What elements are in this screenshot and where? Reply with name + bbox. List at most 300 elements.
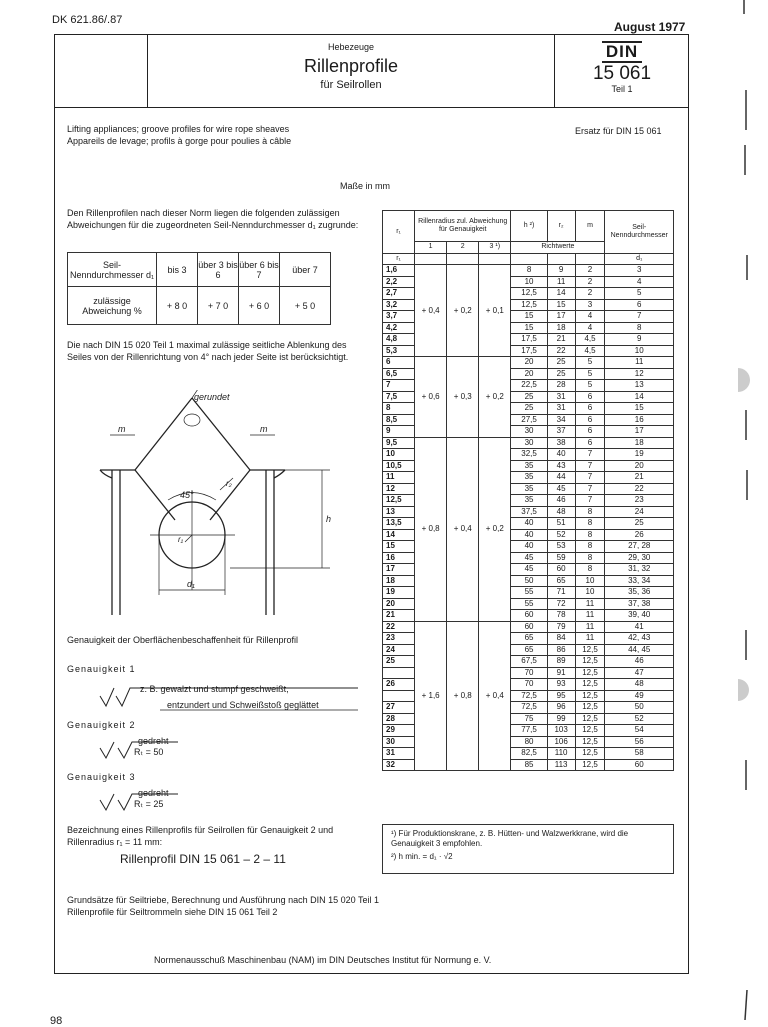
cell-r2: 43 [547, 460, 575, 472]
cell-r2: 71 [547, 587, 575, 599]
din-logo: DIN [602, 41, 642, 63]
cell-r1: 24 [383, 644, 415, 656]
subheader-empty [511, 253, 547, 265]
cell-r1: 20 [383, 598, 415, 610]
footnote-2: ²) h min. = d₁ · √2 [391, 852, 453, 861]
din-part: Teil 1 [611, 84, 633, 94]
cell-m: 11 [575, 610, 605, 622]
header-g3: 3 ¹) [479, 242, 511, 254]
surface-symbol-3 [98, 792, 188, 816]
cell-r1: 12 [383, 483, 415, 495]
cell-r1: 27 [383, 702, 415, 714]
deviation-cell: über 3 bis 6 [198, 253, 239, 287]
cell-r1: 4,8 [383, 334, 415, 346]
header-seil: Seil-Nenndurchmesser [605, 211, 674, 254]
cell-h: 35 [511, 495, 547, 507]
cell-m: 2 [575, 288, 605, 300]
label-m-left: m [118, 424, 126, 434]
cell-h: 40 [511, 541, 547, 553]
cell-m: 11 [575, 621, 605, 633]
cell-h: 65 [511, 644, 547, 656]
cell-d1: 19 [605, 449, 674, 461]
subheader-empty [415, 253, 447, 265]
cell-tolerance-g1: + 0,4 [415, 265, 447, 357]
cell-d1: 13 [605, 380, 674, 392]
cell-r1: 19 [383, 587, 415, 599]
cell-m: 5 [575, 380, 605, 392]
cell-r2: 84 [547, 633, 575, 645]
cell-h: 32,5 [511, 449, 547, 461]
references [67, 894, 379, 918]
cell-r1: 17 [383, 564, 415, 576]
subheader-r1: r₁ [383, 253, 415, 265]
cell-m: 3 [575, 299, 605, 311]
cell-d1: 48 [605, 679, 674, 691]
cell-m: 4 [575, 311, 605, 323]
cell-m: 7 [575, 472, 605, 484]
cell-r2: 51 [547, 518, 575, 530]
cell-r1: 22 [383, 621, 415, 633]
cell-r2: 72 [547, 598, 575, 610]
din-number: 15 061 [592, 63, 652, 84]
cell-h: 10 [511, 276, 547, 288]
deviation-cell: bis 3 [157, 253, 198, 287]
cell-r2: 25 [547, 357, 575, 369]
surface-symbol-2 [98, 740, 188, 764]
cell-r1: 13 [383, 506, 415, 518]
cell-r2: 78 [547, 610, 575, 622]
cell-h: 82,5 [511, 748, 547, 760]
cell-r1: 15 [383, 541, 415, 553]
cell-d1: 21 [605, 472, 674, 484]
footer-committee: Normenausschuß Maschinenbau (NAM) im DIN Deutsches Institut für Normung e. V. [154, 955, 492, 965]
cell-m: 7 [575, 449, 605, 461]
cell-tolerance-g2: + 0,8 [447, 621, 479, 771]
cell-r2: 110 [547, 748, 575, 760]
cell-tolerance-g1: + 0,8 [415, 437, 447, 621]
label-d1: d₁ [187, 579, 195, 589]
cell-m: 8 [575, 552, 605, 564]
accuracy-2-line1: gedreht [138, 736, 169, 746]
cell-r1: 9,5 [383, 437, 415, 449]
cell-r2: 28 [547, 380, 575, 392]
deviation-cell: + 6 0 [239, 287, 280, 325]
accuracy-1-label: Genauigkeit 1 [67, 664, 136, 674]
cell-d1: 8 [605, 322, 674, 334]
cell-h: 85 [511, 759, 547, 771]
cell-r1: 31 [383, 748, 415, 760]
cell-h: 50 [511, 575, 547, 587]
cell-d1: 56 [605, 736, 674, 748]
label-gerundet: gerundet [194, 392, 230, 402]
cell-r1: 18 [383, 575, 415, 587]
cell-h: 75 [511, 713, 547, 725]
surface-accuracy-title: Genauigkeit der Oberflächenbeschaffenheit für Rillenprofil [67, 635, 298, 645]
cell-m: 4,5 [575, 334, 605, 346]
reference-line: Rillenprofile für Seiltrommeln siehe DIN 15 061 Teil 2 [67, 907, 278, 917]
cell-h: 70 [511, 679, 547, 691]
cell-h: 45 [511, 552, 547, 564]
cell-r1: 3,2 [383, 299, 415, 311]
binding-edge [738, 0, 768, 1024]
cell-r1 [383, 690, 415, 702]
cell-h: 12,5 [511, 288, 547, 300]
cell-r1: 26 [383, 679, 415, 691]
cell-d1: 10 [605, 345, 674, 357]
cell-m: 11 [575, 633, 605, 645]
cell-d1: 5 [605, 288, 674, 300]
cell-m: 6 [575, 414, 605, 426]
page-subtitle: für Seilrollen [320, 79, 382, 91]
cell-r2: 95 [547, 690, 575, 702]
accuracy-1-line1: z. B. gewalzt und stumpf geschweißt, [140, 684, 289, 694]
cell-m: 6 [575, 426, 605, 438]
cell-m: 8 [575, 529, 605, 541]
cell-m: 6 [575, 391, 605, 403]
cell-r2: 59 [547, 552, 575, 564]
translations [67, 123, 291, 147]
subheader-empty [575, 253, 605, 265]
cell-r1: 9 [383, 426, 415, 438]
cell-m: 7 [575, 483, 605, 495]
reference-line: Grundsätze für Seiltriebe, Berechnung und Ausführung nach DIN 15 020 Teil 1 [67, 895, 380, 905]
cell-h: 25 [511, 403, 547, 415]
title-french: Appareils de levage; profils à gorge pour poulies à câble [67, 136, 292, 146]
table-row [383, 357, 674, 369]
cell-r2: 60 [547, 564, 575, 576]
accuracy-3-label: Genauigkeit 3 [67, 772, 136, 782]
cell-r2: 89 [547, 656, 575, 668]
label-m-right: m [260, 424, 268, 434]
cell-r2: 34 [547, 414, 575, 426]
replacement-note: Ersatz für DIN 15 061 [575, 126, 662, 136]
cell-d1: 31, 32 [605, 564, 674, 576]
cell-d1: 54 [605, 725, 674, 737]
cell-tolerance-g3: + 0,4 [479, 621, 511, 771]
cell-m: 8 [575, 541, 605, 553]
header-title-block [148, 35, 555, 107]
cell-r1: 29 [383, 725, 415, 737]
cell-r1: 23 [383, 633, 415, 645]
cell-d1: 37, 38 [605, 598, 674, 610]
cell-r2: 31 [547, 403, 575, 415]
cell-d1: 3 [605, 265, 674, 277]
cell-m: 10 [575, 587, 605, 599]
intro-text: Den Rillenprofilen nach dieser Norm liegen die folgenden zulässigen Abweichungen für die zugeordneten Seil-Nenndurchmesser d₁ zugrunde: [67, 208, 359, 230]
label-r2: r₂ [226, 479, 232, 488]
cell-r2: 103 [547, 725, 575, 737]
cell-r1: 5,3 [383, 345, 415, 357]
page-title: Rillenprofile [303, 56, 399, 76]
page-number: 98 [50, 1015, 63, 1027]
cell-tolerance-g2: + 0,2 [447, 265, 479, 357]
cell-r1: 4,2 [383, 322, 415, 334]
cell-d1: 47 [605, 667, 674, 679]
cell-r1: 25 [383, 656, 415, 668]
cell-tolerance-g1: + 1,6 [415, 621, 447, 771]
header-r2: r₂ [547, 211, 575, 242]
cell-d1: 42, 43 [605, 633, 674, 645]
cell-d1: 22 [605, 483, 674, 495]
cell-m: 4 [575, 322, 605, 334]
cell-h: 35 [511, 472, 547, 484]
title-english: Lifting appliances; groove profiles for wire rope sheaves [67, 124, 290, 134]
cell-d1: 26 [605, 529, 674, 541]
cell-d1: 4 [605, 276, 674, 288]
cell-h: 45 [511, 564, 547, 576]
cell-m: 6 [575, 403, 605, 415]
header-g1: 1 [415, 242, 447, 254]
cell-h: 22,5 [511, 380, 547, 392]
cell-m: 8 [575, 506, 605, 518]
cell-d1: 16 [605, 414, 674, 426]
cell-h: 65 [511, 633, 547, 645]
table-footnotes [382, 824, 674, 874]
cell-r1: 2,2 [383, 276, 415, 288]
cell-d1: 39, 40 [605, 610, 674, 622]
header-left-cell [55, 35, 148, 107]
cell-r1: 7,5 [383, 391, 415, 403]
cell-m: 12,5 [575, 736, 605, 748]
cell-tolerance-g1: + 0,6 [415, 357, 447, 438]
deviation-label-tolerance: zulässige Abweichung % [68, 287, 157, 325]
accuracy-2-line2: Rₜ = 50 [134, 747, 164, 757]
cell-d1: 7 [605, 311, 674, 323]
cell-m: 12,5 [575, 690, 605, 702]
header-m: m [575, 211, 605, 242]
cell-m: 12,5 [575, 702, 605, 714]
cell-h: 35 [511, 483, 547, 495]
header-g2: 2 [447, 242, 479, 254]
cell-r1: 7 [383, 380, 415, 392]
cell-d1: 33, 34 [605, 575, 674, 587]
cell-h: 40 [511, 529, 547, 541]
designation-text: Bezeichnung eines Rillenprofils für Seilrollen für Genauigkeit 2 und Rillenradius r₁ = 11 mm: [67, 825, 334, 847]
cell-r1: 2,7 [383, 288, 415, 300]
cell-r2: 46 [547, 495, 575, 507]
cell-h: 17,5 [511, 334, 547, 346]
surface-symbol-1 [98, 684, 358, 714]
cell-h: 25 [511, 391, 547, 403]
header-richtwerte: Richtwerte [511, 242, 605, 254]
accuracy-1-line2: entzundert und Schweißstoß geglättet [167, 700, 319, 710]
footnote-1: ¹) Für Produktionskrane, z. B. Hütten- und Walzwerkkrane, wird die Genauigkeit 3 empfohlen. [391, 829, 629, 848]
cell-m: 12,5 [575, 679, 605, 691]
cell-r2: 38 [547, 437, 575, 449]
category: Hebezeuge [327, 42, 375, 52]
cell-r1 [383, 667, 415, 679]
deviation-cell: + 8 0 [157, 287, 198, 325]
cell-d1: 41 [605, 621, 674, 633]
cell-r2: 106 [547, 736, 575, 748]
cell-r1: 3,7 [383, 311, 415, 323]
cell-d1: 9 [605, 334, 674, 346]
cell-tolerance-g3: + 0,2 [479, 357, 511, 438]
cell-r2: 9 [547, 265, 575, 277]
cell-d1: 20 [605, 460, 674, 472]
cell-tolerance-g3: + 0,2 [479, 437, 511, 621]
cell-d1: 49 [605, 690, 674, 702]
cell-h: 37,5 [511, 506, 547, 518]
cell-r2: 48 [547, 506, 575, 518]
cell-r2: 18 [547, 322, 575, 334]
header-r1: r₁ [383, 211, 415, 254]
cell-r2: 31 [547, 391, 575, 403]
lateral-deflection-text: Die nach DIN 15 020 Teil 1 maximal zulässige seitliche Ablenkung des Seiles von der Rillenrichtung von 4° nach jeder Seite ist berücksichtigt. [67, 340, 349, 362]
cell-h: 8 [511, 265, 547, 277]
deviation-cell: + 5 0 [280, 287, 331, 325]
cell-m: 5 [575, 357, 605, 369]
cell-h: 55 [511, 598, 547, 610]
cell-r1: 10 [383, 449, 415, 461]
cell-m: 12,5 [575, 748, 605, 760]
cell-tolerance-g2: + 0,3 [447, 357, 479, 438]
cell-r1: 12,5 [383, 495, 415, 507]
cell-h: 60 [511, 610, 547, 622]
cell-d1: 15 [605, 403, 674, 415]
cell-h: 80 [511, 736, 547, 748]
cell-d1: 44, 45 [605, 644, 674, 656]
deviation-table [67, 252, 331, 325]
cell-h: 30 [511, 437, 547, 449]
cell-h: 20 [511, 357, 547, 369]
table-row [383, 437, 674, 449]
cell-h: 55 [511, 587, 547, 599]
cell-m: 7 [575, 460, 605, 472]
din-block [556, 36, 688, 106]
cell-d1: 14 [605, 391, 674, 403]
cell-r2: 17 [547, 311, 575, 323]
cell-h: 60 [511, 621, 547, 633]
cell-r2: 52 [547, 529, 575, 541]
cell-m: 11 [575, 598, 605, 610]
cell-h: 20 [511, 368, 547, 380]
cell-r2: 40 [547, 449, 575, 461]
cell-r2: 91 [547, 667, 575, 679]
cell-r2: 96 [547, 702, 575, 714]
subheader-d1: d₁ [605, 253, 674, 265]
cell-r1: 14 [383, 529, 415, 541]
cell-r2: 14 [547, 288, 575, 300]
cell-r2: 86 [547, 644, 575, 656]
subheader-empty [547, 253, 575, 265]
cell-r2: 25 [547, 368, 575, 380]
cell-d1: 12 [605, 368, 674, 380]
cell-r1: 8 [383, 403, 415, 415]
publication-date: August 1977 [614, 20, 686, 34]
cell-tolerance-g2: + 0,4 [447, 437, 479, 621]
cell-r2: 11 [547, 276, 575, 288]
deviation-cell: über 6 bis 7 [239, 253, 280, 287]
cell-d1: 60 [605, 759, 674, 771]
cell-d1: 25 [605, 518, 674, 530]
cell-d1: 52 [605, 713, 674, 725]
cell-m: 12,5 [575, 713, 605, 725]
cell-r2: 53 [547, 541, 575, 553]
cell-d1: 23 [605, 495, 674, 507]
cell-h: 40 [511, 518, 547, 530]
deviation-label-diameter: Seil-Nenndurchmesser d₁ [68, 253, 157, 287]
header-rillenradius: Rillenradius zul. Abweichung für Genauigkeit [415, 211, 511, 242]
label-angle: 45° [180, 490, 194, 500]
cell-r1: 28 [383, 713, 415, 725]
label-r1: r₁ [178, 535, 184, 544]
units-note: Maße in mm [340, 181, 391, 191]
cell-d1: 27, 28 [605, 541, 674, 553]
cell-r1: 32 [383, 759, 415, 771]
cell-h: 35 [511, 460, 547, 472]
cell-m: 12,5 [575, 667, 605, 679]
cell-h: 72,5 [511, 702, 547, 714]
cell-r1: 16 [383, 552, 415, 564]
cell-r1: 11 [383, 472, 415, 484]
groove-table [382, 210, 674, 771]
cell-m: 12,5 [575, 644, 605, 656]
cell-h: 67,5 [511, 656, 547, 668]
cell-r1: 21 [383, 610, 415, 622]
cell-m: 8 [575, 518, 605, 530]
cell-r1: 8,5 [383, 414, 415, 426]
cell-r2: 22 [547, 345, 575, 357]
accuracy-3-line2: Rₜ = 25 [134, 799, 164, 809]
cell-d1: 29, 30 [605, 552, 674, 564]
cell-m: 7 [575, 495, 605, 507]
cell-r2: 113 [547, 759, 575, 771]
dk-number: DK 621.86/.87 [52, 14, 123, 26]
cell-h: 27,5 [511, 414, 547, 426]
cell-r2: 79 [547, 621, 575, 633]
cell-d1: 6 [605, 299, 674, 311]
cell-r1: 1,6 [383, 265, 415, 277]
header-h: h ²) [511, 211, 547, 242]
cell-m: 5 [575, 368, 605, 380]
cell-h: 12,5 [511, 299, 547, 311]
cell-h: 70 [511, 667, 547, 679]
cell-r1: 30 [383, 736, 415, 748]
cell-m: 12,5 [575, 725, 605, 737]
cell-r2: 15 [547, 299, 575, 311]
cell-m: 12,5 [575, 759, 605, 771]
accuracy-3-line1: gedreht [138, 788, 169, 798]
subheader-empty [479, 253, 511, 265]
cell-r2: 93 [547, 679, 575, 691]
cell-m: 2 [575, 265, 605, 277]
cell-r1: 6,5 [383, 368, 415, 380]
cell-d1: 50 [605, 702, 674, 714]
designation-example: Rillenprofil DIN 15 061 – 2 – 11 [120, 852, 286, 866]
cell-m: 8 [575, 564, 605, 576]
cell-d1: 35, 36 [605, 587, 674, 599]
cell-d1: 17 [605, 426, 674, 438]
cell-h: 77,5 [511, 725, 547, 737]
table-row [383, 265, 674, 277]
cell-d1: 46 [605, 656, 674, 668]
cell-h: 17,5 [511, 345, 547, 357]
cell-r1: 13,5 [383, 518, 415, 530]
cell-tolerance-g3: + 0,1 [479, 265, 511, 357]
cell-r2: 99 [547, 713, 575, 725]
cell-d1: 58 [605, 748, 674, 760]
subheader-empty [447, 253, 479, 265]
accuracy-2-label: Genauigkeit 2 [67, 720, 136, 730]
groove-profile-drawing [90, 390, 350, 625]
cell-r2: 21 [547, 334, 575, 346]
label-h: h [326, 514, 332, 524]
deviation-cell: + 7 0 [198, 287, 239, 325]
cell-h: 30 [511, 426, 547, 438]
cell-m: 2 [575, 276, 605, 288]
cell-d1: 24 [605, 506, 674, 518]
